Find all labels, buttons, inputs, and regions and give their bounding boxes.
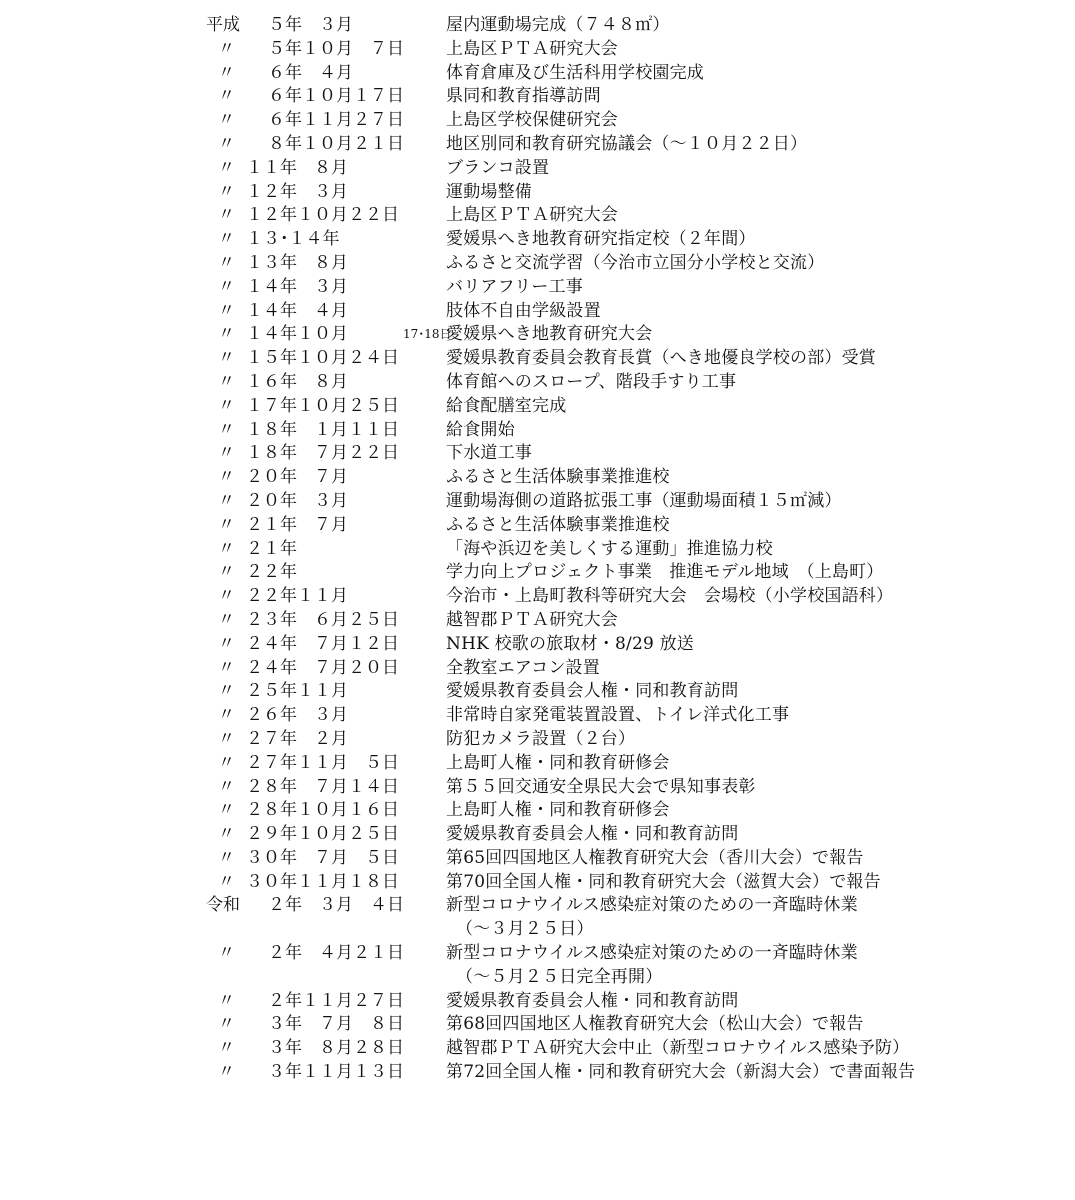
era-label: 〃 [218, 1038, 235, 1059]
history-row [0, 371, 1075, 395]
history-row [0, 538, 1075, 562]
history-row [0, 776, 1075, 800]
era-label: 〃 [218, 395, 235, 416]
era-label: 〃 [218, 419, 235, 440]
date-label: ５年１０月 ７日 [268, 38, 404, 59]
era-label: 〃 [218, 776, 235, 797]
date-label: １５年１０月２４日 [246, 348, 399, 369]
history-row [0, 252, 1075, 276]
era-label: 〃 [218, 110, 235, 131]
date-small-label: 17･18日 [403, 327, 452, 342]
date-label: ６年１０月１７日 [268, 86, 404, 107]
event-text: 上島区ＰＴＡ研究大会 [446, 38, 618, 59]
event-text: 今治市・上島町教科等研究大会 会場校（小学校国語科） [446, 586, 894, 607]
event-text: 上島区学校保健研究会 [446, 110, 618, 131]
history-row [0, 38, 1075, 62]
era-label: 〃 [218, 1014, 235, 1035]
event-text: 上島町人権・同和教育研修会 [446, 752, 670, 773]
event-text: 第72回全国人権・同和教育研究大会（新潟大会）で書面報告 [446, 1062, 916, 1083]
date-label: １３･１４年 [246, 229, 340, 250]
history-row [0, 1013, 1075, 1037]
history-row [0, 728, 1075, 752]
event-text: 体育倉庫及び生活科用学校園完成 [446, 62, 704, 83]
date-label: ２９年１０月２５日 [246, 824, 399, 845]
history-row [0, 85, 1075, 109]
era-label: 〃 [218, 990, 235, 1011]
date-label: ５年 ３月 [268, 15, 353, 35]
era-label: 〃 [218, 657, 235, 678]
history-row [0, 609, 1075, 633]
event-text: 屋内運動場完成（７４８㎡） [446, 15, 670, 35]
era-label: 〃 [218, 133, 235, 154]
date-label: １８年 １月１１日 [246, 419, 399, 440]
era-label: 〃 [218, 538, 235, 559]
history-row [0, 657, 1075, 681]
event-text: 肢体不自由学級設置 [446, 300, 601, 321]
history-row [0, 466, 1075, 490]
history-row [0, 442, 1075, 466]
history-row [0, 133, 1075, 157]
date-label: １１年 ８月 [246, 157, 348, 178]
event-text: 給食配膳室完成 [446, 395, 567, 416]
date-label: ３年 ８月２８日 [268, 1038, 404, 1059]
event-text: 第70回全国人権・同和教育研究大会（滋賀大会）で報告 [446, 871, 881, 892]
history-row [0, 419, 1075, 443]
era-label: 〃 [218, 800, 235, 821]
era-label: 令和 [206, 895, 240, 916]
event-text: 全教室エアコン設置 [446, 657, 600, 678]
date-label: ２７年１１月 ５日 [246, 752, 399, 773]
era-label: 〃 [218, 1062, 235, 1083]
history-row [0, 1037, 1075, 1061]
history-row [0, 633, 1075, 657]
history-row [0, 347, 1075, 371]
era-label: 〃 [218, 752, 235, 773]
history-row [0, 704, 1075, 728]
event-text: 第65回四国地区人権教育研究大会（香川大会）で報告 [446, 847, 864, 868]
event-text: バリアフリー工事 [446, 276, 583, 297]
event-text: ブランコ設置 [446, 157, 550, 178]
date-label: ２５年１１月 [246, 681, 348, 702]
era-label: 〃 [218, 229, 235, 250]
event-text: 体育館へのスロープ、階段手すり工事 [446, 371, 737, 392]
history-row [0, 514, 1075, 538]
event-text: 下水道工事 [446, 443, 532, 464]
history-row [0, 323, 1075, 347]
era-label: 〃 [218, 348, 235, 369]
era-label: 〃 [218, 705, 235, 726]
history-row [0, 823, 1075, 847]
era-label: 〃 [218, 181, 235, 202]
era-label: 〃 [218, 62, 235, 83]
event-text: ふるさと生活体験事業推進校 [446, 514, 670, 535]
history-row [0, 966, 1075, 990]
date-label: ２２年 [246, 562, 297, 583]
date-label: ２０年 ７月 [246, 467, 348, 488]
date-label: １４年 ４月 [246, 300, 348, 321]
era-label: 〃 [218, 324, 235, 345]
era-label: 〃 [218, 609, 235, 630]
history-row [0, 181, 1075, 205]
era-label: 〃 [218, 38, 235, 59]
date-label: ２１年 [246, 538, 297, 559]
history-row [0, 561, 1075, 585]
event-text: （～３月２５日） [456, 919, 594, 940]
date-label: １３年 ８月 [246, 252, 348, 273]
era-label: 〃 [218, 157, 235, 178]
date-label: ２年 ４月２１日 [268, 943, 404, 964]
event-text: 上島町人権・同和教育研修会 [446, 800, 670, 821]
event-text: 愛媛県へき地教育研究指定校（２年間） [446, 229, 756, 250]
era-label: 〃 [218, 371, 235, 392]
era-label: 〃 [218, 490, 235, 511]
event-text: 新型コロナウイルス感染症対策のための一斉臨時休業 [446, 895, 858, 916]
date-label: ６年 ４月 [268, 62, 353, 83]
history-row [0, 942, 1075, 966]
era-label: 〃 [218, 586, 235, 607]
history-row [0, 752, 1075, 776]
date-label: ３年 ７月 ８日 [268, 1014, 404, 1035]
date-label: １６年 ８月 [246, 371, 348, 392]
date-label: １４年 ３月 [246, 276, 348, 297]
event-text: 越智郡ＰＴＡ研究大会 [446, 609, 618, 630]
history-row [0, 62, 1075, 86]
event-text: 「海や浜辺を美しくする運動」推進協力校 [446, 538, 773, 559]
event-text: 新型コロナウイルス感染症対策のための一斉臨時休業 [446, 943, 858, 964]
era-label: 〃 [218, 205, 235, 226]
date-label: １４年１０月 [246, 324, 348, 345]
era-label: 〃 [218, 86, 235, 107]
date-label: ３０年１１月１８日 [246, 871, 399, 892]
event-text: ふるさと交流学習（今治市立国分小学校と交流） [446, 252, 825, 273]
event-text: 地区別同和教育研究協議会（～１０月２２日） [446, 133, 808, 154]
era-label: 〃 [218, 467, 235, 488]
history-row [0, 871, 1075, 895]
history-row [0, 204, 1075, 228]
era-label: 平成 [206, 15, 240, 35]
era-label: 〃 [218, 252, 235, 273]
date-label: ２０年 ３月 [246, 490, 348, 511]
date-label: ６年１１月２７日 [268, 110, 404, 131]
event-text: 愛媛県教育委員会人権・同和教育訪問 [446, 681, 739, 702]
history-row [0, 14, 1075, 38]
event-text: （～５月２５日完全再開） [456, 966, 663, 987]
date-label: ２４年 ７月１２日 [246, 633, 399, 654]
date-label: ２８年 ７月１４日 [246, 776, 399, 797]
date-label: ２１年 ７月 [246, 514, 348, 535]
era-label: 〃 [218, 847, 235, 868]
history-row [0, 490, 1075, 514]
date-label: ２年 ３月 ４日 [268, 895, 404, 916]
history-row [0, 157, 1075, 181]
history-row [0, 680, 1075, 704]
event-text: 上島区ＰＴＡ研究大会 [446, 205, 618, 226]
history-row [0, 894, 1075, 918]
event-text: 給食開始 [446, 419, 515, 440]
event-text: 運動場整備 [446, 181, 532, 202]
era-label: 〃 [218, 443, 235, 464]
date-label: ２３年 ６月２５日 [246, 609, 399, 630]
event-text: 学力向上プロジェクト事業 推進モデル地域 （上島町） [446, 562, 884, 583]
event-text: 県同和教育指導訪問 [446, 86, 601, 107]
event-text: 第５５回交通安全県民大会で県知事表彰 [446, 776, 756, 797]
event-text: 愛媛県へき地教育研究大会 [446, 324, 653, 345]
era-label: 〃 [218, 276, 235, 297]
history-row [0, 1061, 1075, 1085]
event-text: 愛媛県教育委員会人権・同和教育訪問 [446, 824, 739, 845]
event-text: 非常時自家発電装置設置、トイレ洋式化工事 [446, 705, 790, 726]
history-row [0, 990, 1075, 1014]
date-label: １２年１０月２２日 [246, 205, 399, 226]
history-row [0, 918, 1075, 942]
event-text: 第68回四国地区人権教育研究大会（松山大会）で報告 [446, 1014, 864, 1035]
era-label: 〃 [218, 943, 235, 964]
date-label: １２年 ３月 [246, 181, 348, 202]
date-label: １７年１０月２５日 [246, 395, 399, 416]
event-text: 防犯カメラ設置（２台） [446, 728, 636, 749]
history-row [0, 799, 1075, 823]
history-row [0, 276, 1075, 300]
history-row [0, 395, 1075, 419]
history-row [0, 300, 1075, 324]
event-text: NHK 校歌の旅取材・8/29 放送 [446, 633, 694, 654]
history-row [0, 847, 1075, 871]
history-list [0, 14, 1075, 1085]
era-label: 〃 [218, 681, 235, 702]
event-text: ふるさと生活体験事業推進校 [446, 467, 670, 488]
history-row [0, 585, 1075, 609]
history-row [0, 109, 1075, 133]
date-label: １８年 ７月２２日 [246, 443, 399, 464]
date-label: ８年１０月２１日 [268, 133, 404, 154]
era-label: 〃 [218, 300, 235, 321]
era-label: 〃 [218, 633, 235, 654]
date-label: ２７年 ２月 [246, 728, 348, 749]
date-label: ２８年１０月１６日 [246, 800, 399, 821]
event-text: 愛媛県教育委員会人権・同和教育訪問 [446, 990, 739, 1011]
event-text: 越智郡ＰＴＡ研究大会中止（新型コロナウイルス感染予防） [446, 1038, 910, 1059]
era-label: 〃 [218, 514, 235, 535]
date-label: ３０年 ７月 ５日 [246, 847, 399, 868]
date-label: ３年１１月１３日 [268, 1062, 404, 1083]
date-label: ２６年 ３月 [246, 705, 348, 726]
era-label: 〃 [218, 728, 235, 749]
era-label: 〃 [218, 871, 235, 892]
era-label: 〃 [218, 562, 235, 583]
date-label: ２２年１１月 [246, 586, 348, 607]
event-text: 愛媛県教育委員会教育長賞（へき地優良学校の部）受賞 [446, 348, 876, 369]
era-label: 〃 [218, 824, 235, 845]
date-label: ２４年 ７月２０日 [246, 657, 399, 678]
event-text: 運動場海側の道路拡張工事（運動場面積１５㎡減） [446, 490, 842, 511]
date-label: ２年１１月２７日 [268, 990, 404, 1011]
history-row [0, 228, 1075, 252]
